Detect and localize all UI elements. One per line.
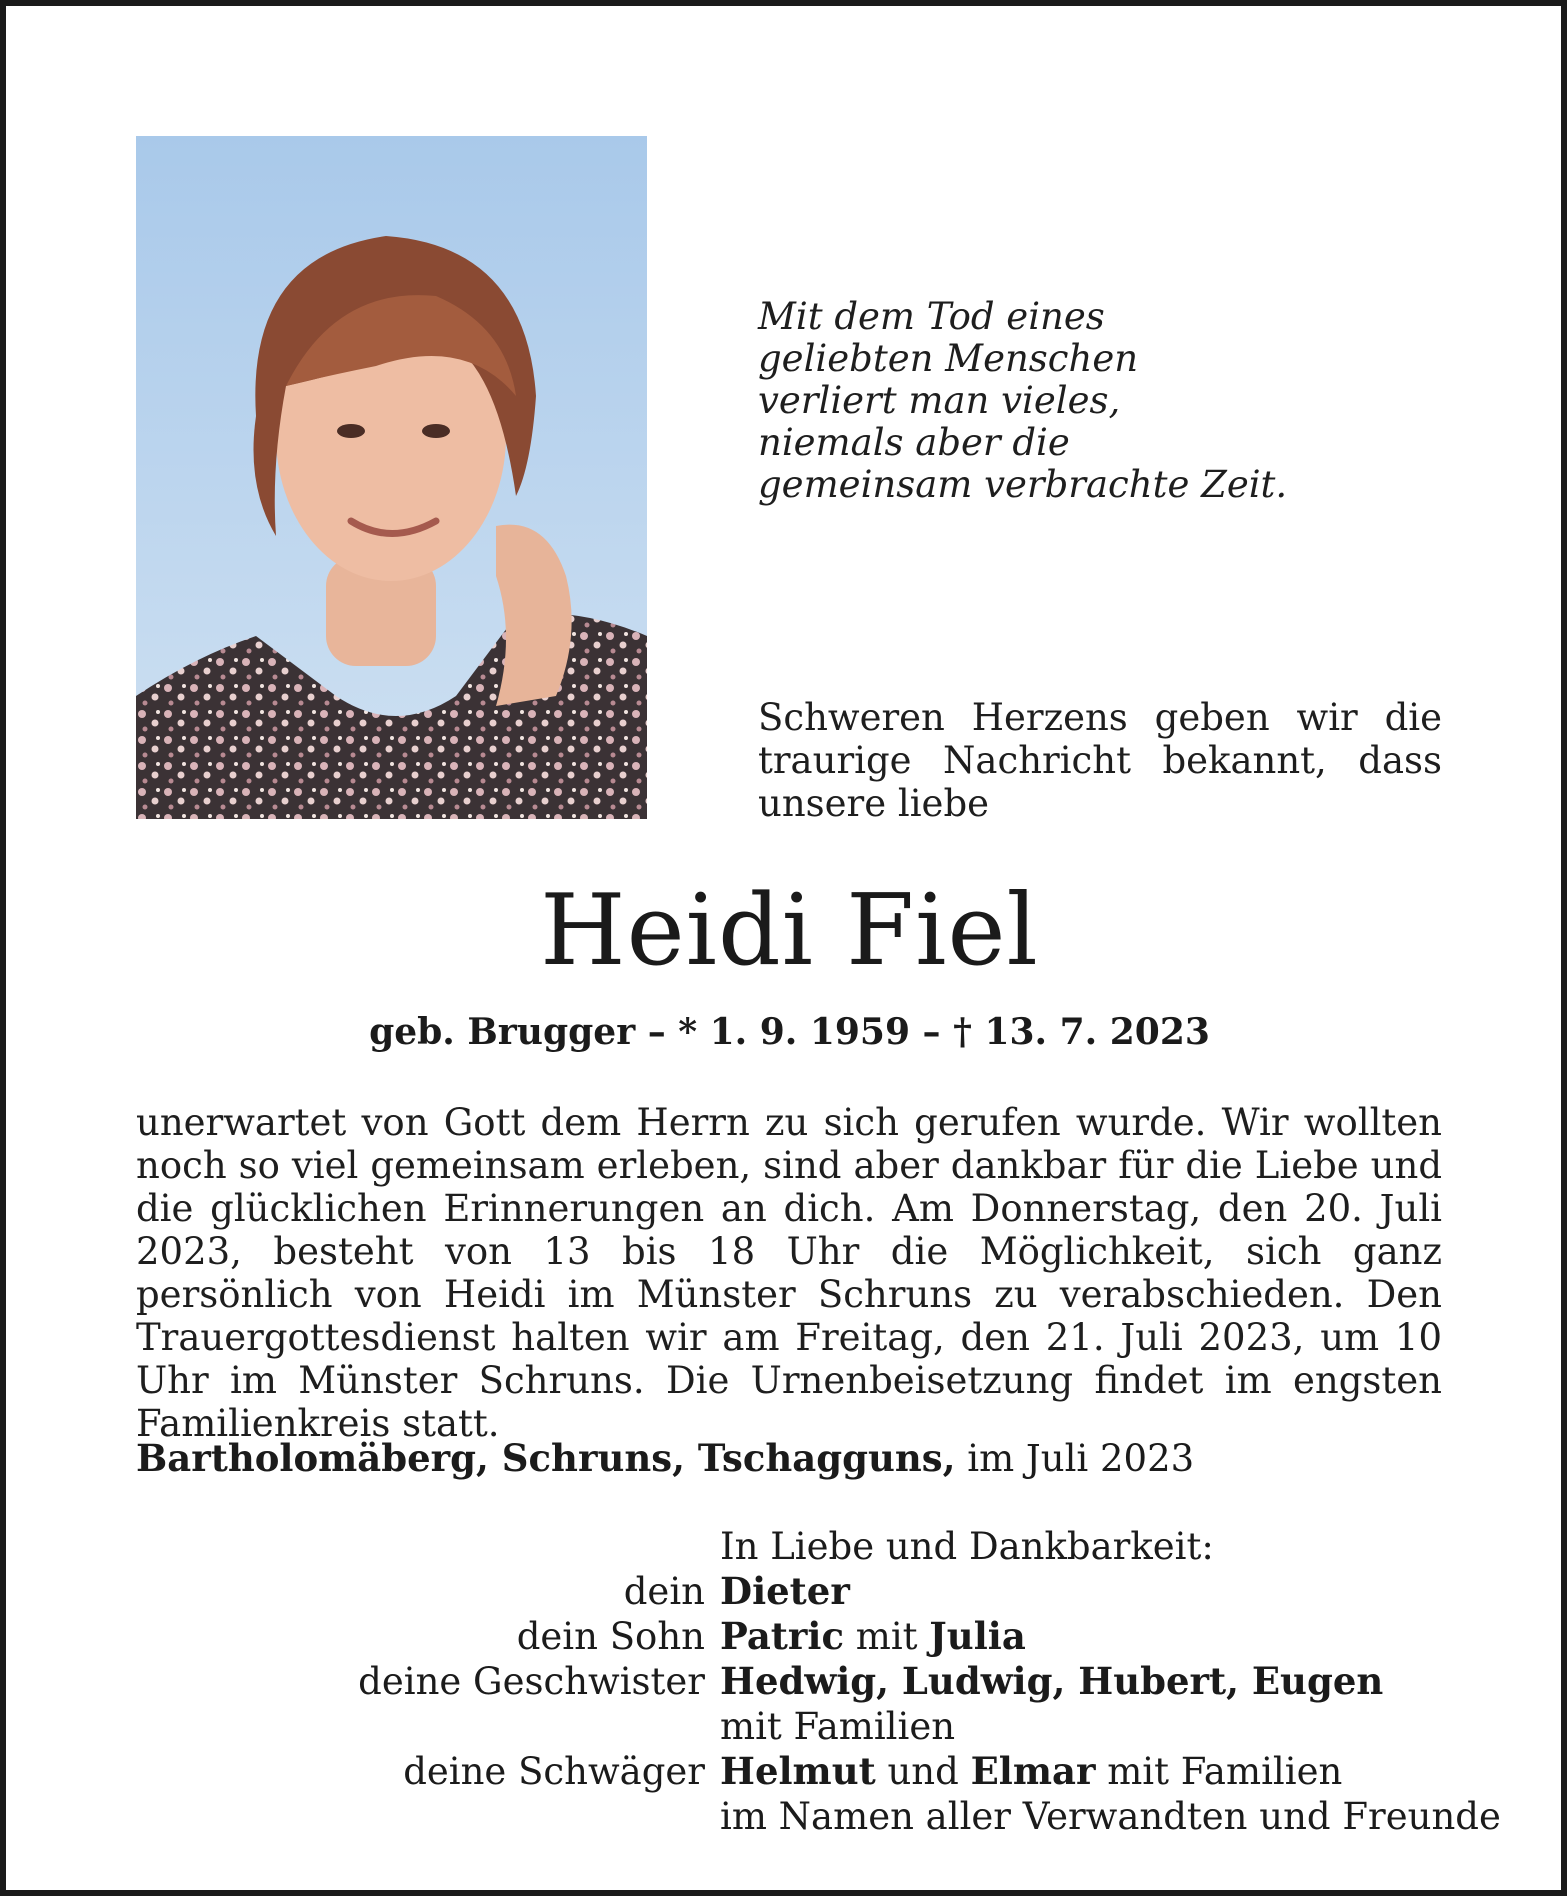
portrait-photo: [136, 136, 647, 819]
announcement-body: unerwartet von Gott dem Herrn zu sich gerufen wurde. Wir wollten noch so viel gemeinsam erleben, sind aber dankbar für die Liebe und die glücklichen Erinnerungen an dich. Am Donnerstag, den 20. Juli 2023, besteht von 13 bis 18 Uhr die Möglichkeit, sich ganz persönlich von Heidi im Münster Schruns zu verabschieden. Den Trauergottesdienst halten wir am Freitag, den 21. Juli 2023, um 10 Uhr im Münster Schruns. Die Urnenbeisetzung findet im engsten Familienkreis statt.: [136, 1101, 1442, 1445]
signatory-name: Dieter: [720, 1569, 850, 1613]
signatory-row: [6, 1794, 1567, 1839]
place-month: im Juli 2023: [955, 1437, 1195, 1480]
signatory-row: [6, 1659, 1567, 1704]
quote-line: geliebten Menschen: [758, 337, 1139, 380]
signatory-joiner: und: [875, 1750, 971, 1793]
quote-line: Mit dem Tod eines: [758, 295, 1105, 338]
signatory-suffix: mit Familien: [1095, 1750, 1343, 1793]
closing-phrase: In Liebe und Dankbarkeit:: [720, 1525, 1214, 1568]
signatory-joiner: mit: [843, 1615, 930, 1658]
signatory-role: dein Sohn: [516, 1615, 705, 1658]
signatory-name: Helmut: [720, 1749, 876, 1793]
signatory-name: Julia: [929, 1614, 1026, 1658]
signatory-row: [6, 1569, 1567, 1614]
signatory-name: Hedwig, Ludwig, Hubert, Eugen: [720, 1659, 1384, 1703]
portrait-image: [136, 136, 647, 819]
signatory-joiner: mit Familien: [720, 1705, 956, 1748]
signatory-name: Patric: [720, 1614, 844, 1658]
signatory-role: dein: [623, 1570, 705, 1613]
quote-line: verliert man vieles,: [758, 379, 1121, 422]
life-dates: geb. Brugger – * 1. 9. 1959 – † 13. 7. 2023: [369, 1011, 1210, 1053]
signatory-joiner: im Namen aller Verwandten und Freunde: [720, 1795, 1501, 1838]
memorial-quote: [758, 296, 1318, 506]
signatory-role: deine Geschwister: [358, 1660, 705, 1703]
quote-line: gemeinsam verbrachte Zeit.: [758, 463, 1288, 506]
signatory-name: Elmar: [970, 1749, 1096, 1793]
signatory-row: [6, 1614, 1567, 1659]
signatory-role: deine Schwäger: [403, 1750, 705, 1793]
signatory-row: [6, 1749, 1567, 1794]
place-and-date: [136, 1436, 1442, 1481]
signatory-row: [6, 1704, 1567, 1749]
intro-text: Schweren Herzens geben wir die traurige Nachricht bekannt, dass unsere liebe: [758, 696, 1442, 825]
place-towns: Bartholomäberg, Schruns, Tschagguns,: [136, 1436, 956, 1480]
deceased-name: Heidi Fiel: [540, 874, 1039, 988]
quote-line: niemals aber die: [758, 421, 1070, 464]
